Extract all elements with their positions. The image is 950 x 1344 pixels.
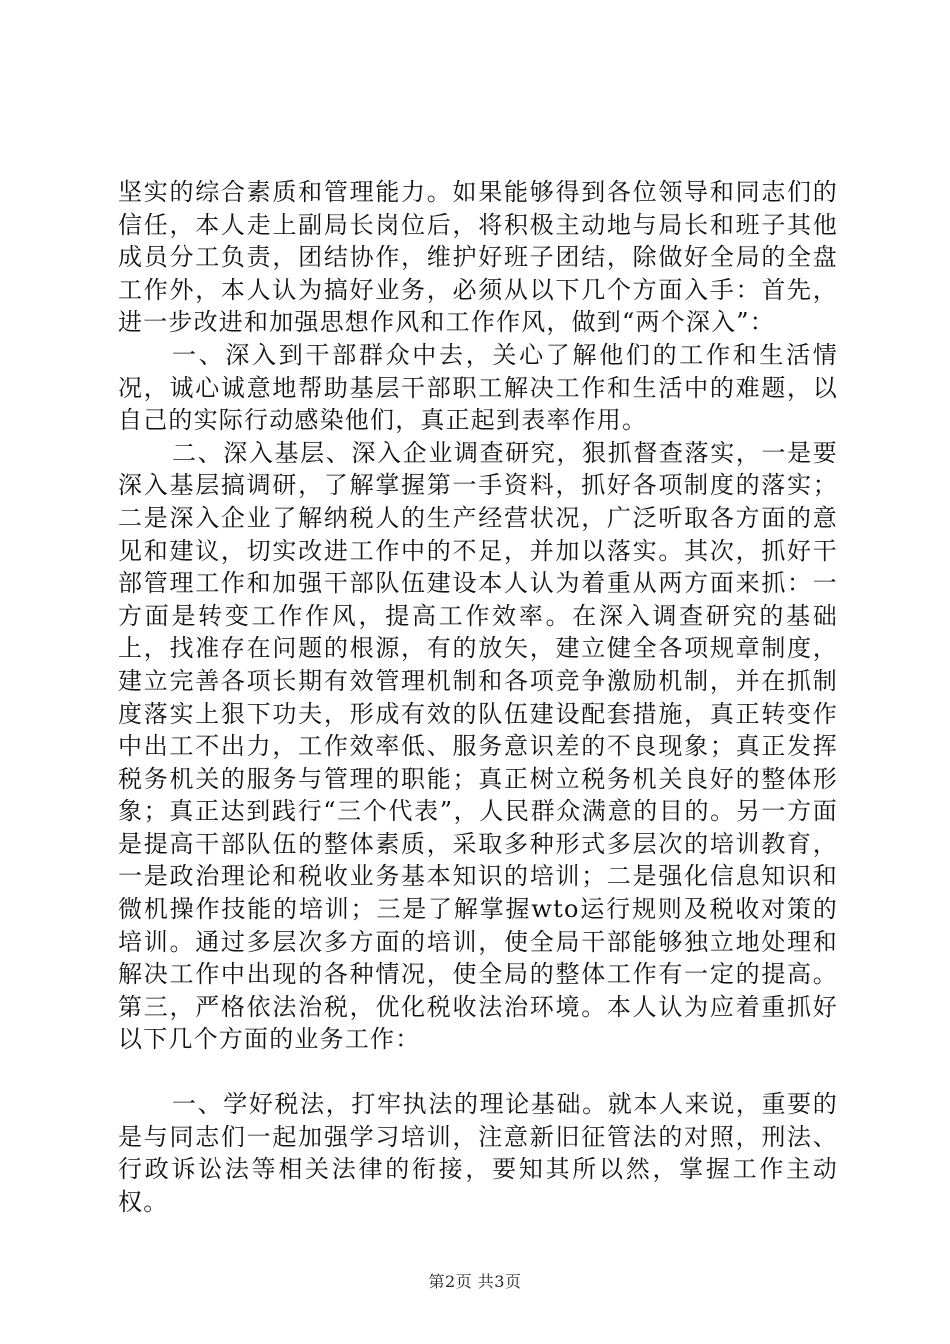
paragraph-item-1: 一、深入到干部群众中去，关心了解他们的工作和生活情况，诚心诚意地帮助基层干部职工解决工作和生活中的难题，以自己的实际行动感染他们，真正起到表率作用。 [118, 340, 838, 435]
document-body [118, 176, 838, 1218]
paragraph-item-3: 一、学好税法，打牢执法的理论基础。就本人来说，重要的是与同志们一起加强学习培训，注意新旧征管法的对照，刑法、行政诉讼法等相关法律的衔接，要知其所以然，掌握工作主动权。 [118, 1090, 838, 1216]
paragraph-continuation: 坚实的综合素质和管理能力。如果能够得到各位领导和同志们的信任，本人走上副局长岗位后，将积极主动地与局长和班子其他成员分工负责，团结协作，维护好班子团结，除做好全局的全盘工作外，本人认为搞好业务，必须从以下几个方面入手：首先，进一步改进和加强思想作风和工作作风，做到“两个深入”： [118, 178, 838, 337]
paragraph-item-2: 二、深入基层、深入企业调查研究，狠抓督查落实，一是要深入基层搞调研，了解掌握第一手资料，抓好各项制度的落实；二是深入企业了解纳税人的生产经营状况，广泛听取各方面的意见和建议，切实改进工作中的不足，并加以落实。其次，抓好干部管理工作和加强干部队伍建设本人认为着重从两方面来抓：一方面是转变工作作风，提高工作效率。在深入调查研究的基础上，找准存在问题的根源，有的放矢，建立健全各项规章制度，建立完善各项长期有效管理机制和各项竞争激励机制，并在抓制度落实上狠下功夫，形成有效的队伍建设配套措施，真正转变作中出工不出力，工作效率低、服务意识差的不良现象；真正发挥税务机关的服务与管理的职能；真正树立税务机关良好的整体形象；真正达到践行“三个代表”，人民群众满意的目的。另一方面是提高干部队伍的整体素质，采取多种形式多层次的培训教育，一是政治理论和税收业务基本知识的培训；二是强化信息知识和微机操作技能的培训；三是了解掌握wto运行规则及税收对策的培训。通过多层次多方面的培训，使全局干部能够独立地处理和解决工作中出现的各种情况，使全局的整体工作有一定的提高。第三，严格依法治税，优化税收法治环境。本人认为应着重抓好以下几个方面的业务工作： [118, 438, 838, 1054]
page-number-footer: 第2页 共3页 [428, 1272, 522, 1291]
